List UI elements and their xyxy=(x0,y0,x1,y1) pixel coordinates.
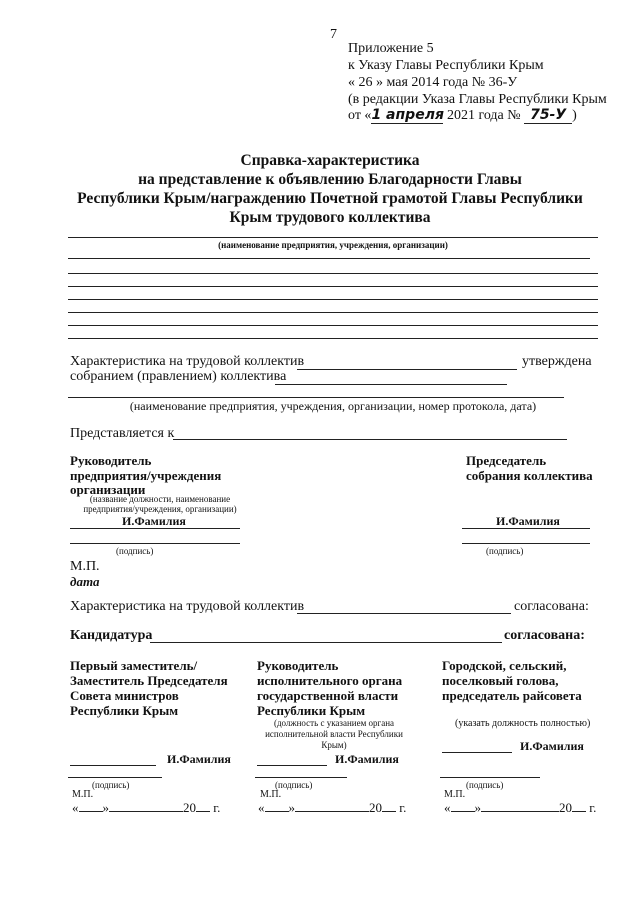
mayor-signature-underline[interactable] xyxy=(440,777,540,778)
mayor-date-close: » xyxy=(474,800,481,815)
mayor-date xyxy=(444,800,596,816)
deputy-date xyxy=(72,800,220,816)
approval-label: Характеристика на трудовой коллектив xyxy=(70,354,305,369)
blank-line-2[interactable] xyxy=(68,273,598,274)
candidacy-line[interactable] xyxy=(150,642,502,643)
handwritten-date: 1 апреля xyxy=(371,107,444,123)
approval-details-line[interactable] xyxy=(68,397,564,398)
chair-signature-line[interactable] xyxy=(462,543,590,544)
chair-name: И.Фамилия xyxy=(496,514,560,528)
mayor-date-year: 20 xyxy=(559,800,572,815)
exec-head-date-suffix: г. xyxy=(399,800,407,815)
exec-head-date-close: » xyxy=(288,800,295,815)
exec-head-title-2: исполнительного органа xyxy=(257,673,403,688)
approval-collective-line[interactable] xyxy=(297,369,517,370)
stamp-place: М.П. xyxy=(70,559,100,574)
deputy-name: И.Фамилия xyxy=(167,752,231,766)
mayor-title-3: председатель райсовета xyxy=(442,688,582,703)
head-org-signature-caption: (подпись) xyxy=(116,546,154,556)
header-decree: к Указу Главы Республики Крым xyxy=(348,58,544,73)
exec-head-caption-2: исполнительной власти Республики xyxy=(265,729,403,739)
approval-by-meeting: собранием (правлением) коллектива xyxy=(70,369,287,384)
exec-head-stamp: М.П. xyxy=(260,789,282,800)
blank-line-4[interactable] xyxy=(68,299,598,300)
chair-title-2: собрания коллектива xyxy=(466,468,593,483)
mayor-title-2: поселковый голова, xyxy=(442,673,559,688)
exec-head-date-day[interactable] xyxy=(265,800,289,812)
exec-head-signature-line[interactable] xyxy=(257,765,327,766)
mayor-signature-caption: (подпись) xyxy=(466,780,504,790)
header-revision-prefix: от « xyxy=(348,108,372,123)
mayor-caption: (указать должность полностью) xyxy=(455,718,591,729)
deputy-title-2: Заместитель Председателя xyxy=(70,673,228,688)
exec-head-title-1: Руководитель xyxy=(257,658,339,673)
blank-line-5[interactable] xyxy=(68,312,598,313)
mayor-date-day[interactable] xyxy=(451,800,475,812)
exec-head-signature-caption: (подпись) xyxy=(275,780,313,790)
deputy-signature-caption: (подпись) xyxy=(92,780,130,790)
head-org-signature-line[interactable] xyxy=(70,543,240,544)
exec-head-date-year: 20 xyxy=(369,800,382,815)
head-org-caption-1: (название должности, наименование xyxy=(89,494,231,504)
exec-head-caption-1: (должность с указанием органа xyxy=(273,718,395,728)
chair-title-1: Председатель xyxy=(466,453,547,468)
handwritten-number: 75-У xyxy=(524,107,572,124)
deputy-date-year: 20 xyxy=(183,800,196,815)
mayor-date-open: « xyxy=(444,800,451,815)
blank-line-3[interactable] xyxy=(68,286,598,287)
deputy-date-year-blank[interactable] xyxy=(196,800,210,812)
title-line-3: Республики Крым/награждению Почетной грамотой Главы Республики xyxy=(77,190,583,207)
mayor-stamp: М.П. xyxy=(444,789,466,800)
exec-head-name: И.Фамилия xyxy=(335,752,399,766)
exec-head-title-4: Республики Крым xyxy=(257,703,366,718)
mayor-date-month[interactable] xyxy=(481,800,559,812)
deputy-title-3: Совета министров xyxy=(70,688,179,703)
blank-line-6[interactable] xyxy=(68,325,598,326)
deputy-date-open: « xyxy=(72,800,79,815)
date-label: дата xyxy=(70,574,100,589)
approval-meeting-line[interactable] xyxy=(275,384,507,385)
mayor-title-1: Городской, сельский, xyxy=(442,658,567,673)
header-revision-date xyxy=(348,107,577,124)
header-revision-middle: 2021 года № xyxy=(446,108,521,123)
agreement-collective-line[interactable] xyxy=(297,613,511,614)
deputy-signature-line[interactable] xyxy=(70,765,156,766)
deputy-date-month[interactable] xyxy=(109,800,183,812)
header-revision: (в редакции Указа Главы Республики Крым xyxy=(348,92,607,107)
org-name-line[interactable] xyxy=(68,237,598,238)
exec-head-signature-underline[interactable] xyxy=(255,777,347,778)
header-appendix: Приложение 5 xyxy=(348,41,434,56)
header-revision-suffix: ) xyxy=(572,108,577,123)
title-line-1: Справка-характеристика xyxy=(240,152,420,169)
head-org-title-1: Руководитель xyxy=(70,453,152,468)
page-number: 7 xyxy=(330,27,337,42)
deputy-date-day[interactable] xyxy=(79,800,103,812)
presented-to-label: Представляется к xyxy=(70,426,175,441)
mayor-signature-line[interactable] xyxy=(442,752,512,753)
head-org-title-3: организации xyxy=(70,482,146,497)
title-line-2: на представление к объявлению Благодарности Главы xyxy=(138,171,522,188)
header-decree-date: « 26 » мая 2014 года № 36-У xyxy=(348,75,518,90)
deputy-title-4: Республики Крым xyxy=(70,703,179,718)
deputy-date-close: » xyxy=(102,800,109,815)
mayor-date-year-blank[interactable] xyxy=(572,800,586,812)
mayor-name: И.Фамилия xyxy=(520,739,584,753)
presented-to-line[interactable] xyxy=(173,439,567,440)
deputy-signature-underline[interactable] xyxy=(68,777,162,778)
agreement-label: Характеристика на трудовой коллектив xyxy=(70,599,305,614)
exec-head-date-year-blank[interactable] xyxy=(382,800,396,812)
candidacy-status: согласована: xyxy=(504,628,585,643)
title-line-4: Крым трудового коллектива xyxy=(229,209,431,226)
agreement-status: согласована: xyxy=(514,599,589,614)
exec-head-caption-3: Крым) xyxy=(321,740,347,750)
head-org-position-line[interactable] xyxy=(70,528,240,529)
deputy-date-suffix: г. xyxy=(213,800,221,815)
head-org-title-2: предприятия/учреждения xyxy=(70,468,222,483)
blank-line-7[interactable] xyxy=(68,338,598,339)
chair-name-line[interactable] xyxy=(462,528,590,529)
blank-line-1[interactable] xyxy=(68,258,590,259)
exec-head-date-month[interactable] xyxy=(295,800,369,812)
exec-head-date xyxy=(258,800,406,816)
candidacy-label: Кандидатура xyxy=(70,628,153,643)
head-org-caption-2: предприятия/учреждения, организации) xyxy=(83,504,237,514)
deputy-stamp: М.П. xyxy=(72,789,94,800)
deputy-title-1: Первый заместитель/ xyxy=(70,658,198,673)
exec-head-date-open: « xyxy=(258,800,265,815)
mayor-date-suffix: г. xyxy=(589,800,597,815)
approval-status: утверждена xyxy=(522,354,592,369)
approval-details-caption: (наименование предприятия, учреждения, организации, номер протокола, дата) xyxy=(129,399,537,413)
exec-head-title-3: государственной власти xyxy=(257,688,399,703)
org-name-caption: (наименование предприятия, учреждения, организации) xyxy=(218,240,448,250)
head-org-name: И.Фамилия xyxy=(122,514,186,528)
chair-signature-caption: (подпись) xyxy=(486,546,524,556)
